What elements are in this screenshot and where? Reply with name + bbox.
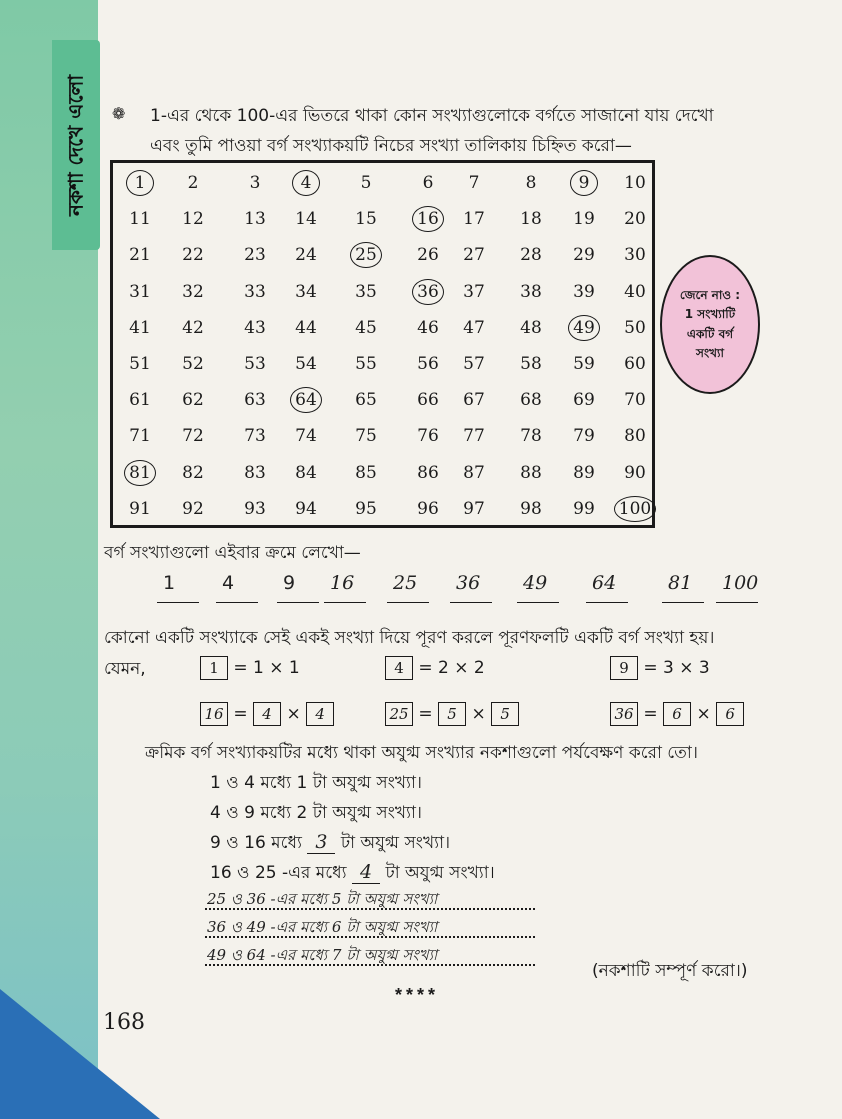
- grid-cell: [506, 494, 556, 524]
- grid-cell-value: 32: [182, 281, 204, 302]
- example-2-box: 4: [385, 656, 413, 680]
- sequence-value: 81: [668, 572, 693, 594]
- grid-cell-value: 23: [244, 245, 266, 266]
- grid-cell: [610, 458, 660, 488]
- grid-cell-circled: [281, 385, 331, 415]
- grid-cell-value: 51: [129, 354, 151, 374]
- grid-cell-value: 30: [624, 245, 646, 266]
- note-line-2: 1 সংখ্যাটি: [684, 307, 736, 322]
- grid-cell-value: 53: [244, 354, 266, 374]
- grid-cell-value: 33: [244, 281, 266, 302]
- grid-cell: [168, 168, 218, 198]
- filled-2-square: 25: [385, 702, 413, 726]
- grid-cell-value: 24: [295, 245, 317, 266]
- grid-cell: [115, 313, 165, 343]
- grid-cell-circled: [403, 277, 453, 307]
- grid-cell: [281, 313, 331, 343]
- grid-cell: [168, 349, 218, 379]
- grid-cell: [230, 458, 280, 488]
- grid-cell-value: 78: [520, 426, 542, 447]
- grid-cell-value: 42: [182, 317, 204, 338]
- grid-cell-value: 60: [624, 354, 646, 374]
- grid-cell-value: 50: [624, 317, 646, 338]
- grid-cell-value: 49: [568, 315, 600, 341]
- filled-example-2: 25 = 5 × 5: [385, 702, 519, 726]
- grid-cell-circled: [403, 204, 453, 234]
- grid-cell: [341, 349, 391, 379]
- grid-cell-value: 41: [129, 317, 151, 338]
- grid-cell: [341, 204, 391, 234]
- sequence-underline: [387, 602, 429, 603]
- sequence-value: 1: [163, 572, 176, 594]
- grid-cell-value: 11: [129, 209, 151, 230]
- handwritten-line-1: 25 ও 36 -এর মধ্যে 5 টা অযুগ্ম সংখ্যা: [207, 890, 438, 908]
- grid-cell: [403, 385, 453, 415]
- grid-cell: [610, 385, 660, 415]
- grid-cell-value: 40: [624, 281, 646, 302]
- sequence-value: 49: [523, 572, 548, 594]
- sequence-underline: [450, 602, 492, 603]
- grid-cell: [168, 204, 218, 234]
- grid-cell-value: 48: [520, 317, 542, 338]
- grid-cell: [610, 421, 660, 451]
- grid-cell: [115, 204, 165, 234]
- grid-cell-value: 68: [520, 390, 542, 411]
- sequence-value: 9: [283, 572, 296, 594]
- grid-cell: [168, 385, 218, 415]
- grid-cell: [506, 168, 556, 198]
- filled-2-b: 5: [491, 702, 519, 726]
- grid-cell: [230, 385, 280, 415]
- section-end-stars: ****: [395, 985, 440, 1005]
- grid-cell: [168, 313, 218, 343]
- grid-cell: [449, 385, 499, 415]
- grid-cell-value: 15: [355, 209, 377, 230]
- sequence-value: 4: [222, 572, 235, 594]
- filled-1-square: 16: [200, 702, 228, 726]
- grid-cell-value: 57: [463, 354, 485, 374]
- sequence-underline: [157, 602, 199, 603]
- grid-cell-value: 38: [520, 281, 542, 302]
- grid-cell-value: 65: [355, 390, 377, 411]
- grid-cell: [230, 240, 280, 270]
- grid-cell-value: 26: [417, 245, 439, 266]
- grid-cell-value: 9: [570, 170, 598, 196]
- grid-cell: [449, 240, 499, 270]
- grid-cell-value: 93: [244, 498, 266, 519]
- grid-cell: [610, 313, 660, 343]
- grid-cell: [230, 421, 280, 451]
- grid-cell-value: 99: [573, 498, 595, 519]
- grid-cell: [610, 349, 660, 379]
- grid-cell: [341, 458, 391, 488]
- note-line-4: সংখ্যা: [696, 345, 724, 360]
- grid-cell: [115, 385, 165, 415]
- odd-line-4: [210, 860, 495, 888]
- grid-cell: [610, 204, 660, 234]
- sequence-underline: [716, 602, 758, 603]
- grid-cell-value: 87: [463, 462, 485, 483]
- grid-cell-value: 97: [463, 498, 485, 519]
- grid-cell-value: 2: [187, 173, 199, 193]
- grid-cell-value: 12: [182, 209, 204, 230]
- grid-cell: [115, 240, 165, 270]
- sequence-underline: [517, 602, 559, 603]
- page-number: 168: [100, 1004, 148, 1040]
- grid-cell-value: 31: [129, 281, 151, 302]
- grid-cell: [610, 168, 660, 198]
- filled-3-a: 6: [663, 702, 691, 726]
- grid-cell-value: 96: [417, 498, 439, 519]
- grid-cell-value: 79: [573, 426, 595, 447]
- grid-cell-value: 85: [355, 462, 377, 483]
- grid-cell-value: 100: [614, 496, 656, 522]
- filled-3-square: 36: [610, 702, 638, 726]
- handwritten-line-3: 49 ও 64 -এর মধ্যে 7 টা অযুগ্ম সংখ্যা: [207, 946, 438, 964]
- grid-cell: [559, 277, 609, 307]
- grid-cell-value: 81: [124, 460, 156, 486]
- grid-cell-value: 3: [249, 173, 261, 193]
- grid-cell: [449, 458, 499, 488]
- grid-cell-value: 66: [417, 390, 439, 411]
- grid-cell: [281, 494, 331, 524]
- grid-cell-value: 28: [520, 245, 542, 266]
- grid-cell-value: 58: [520, 354, 542, 374]
- odd-line-3-fill: 3: [307, 831, 335, 854]
- sequence-value: 16: [330, 572, 355, 594]
- grid-cell-value: 10: [624, 173, 646, 193]
- note-line-3: একটি বর্গ: [686, 326, 734, 341]
- filled-example-3: 36 = 6 × 6: [610, 702, 744, 726]
- grid-cell-value: 29: [573, 245, 595, 266]
- chapter-tab-label: নকশা দেখে এলো: [63, 74, 88, 216]
- grid-cell-value: 20: [624, 209, 646, 230]
- odd-line-4-post: টা অযুগ্ম সংখ্যা।: [385, 863, 495, 883]
- grid-cell: [449, 494, 499, 524]
- grid-cell-value: 43: [244, 317, 266, 338]
- grid-cell: [506, 313, 556, 343]
- grid-cell-circled: [115, 168, 165, 198]
- grid-cell: [341, 494, 391, 524]
- grid-cell: [559, 494, 609, 524]
- grid-cell: [341, 168, 391, 198]
- grid-cell-value: 45: [355, 317, 377, 338]
- grid-cell-value: 89: [573, 462, 595, 483]
- grid-cell-value: 94: [295, 498, 317, 519]
- grid-cell: [230, 277, 280, 307]
- grid-cell-value: 25: [350, 242, 382, 268]
- handwritten-line-2: 36 ও 49 -এর মধ্যে 6 টা অযুগ্ম সংখ্যা: [207, 918, 438, 936]
- grid-cell-value: 86: [417, 462, 439, 483]
- grid-cell: [341, 385, 391, 415]
- grid-cell-value: 37: [463, 281, 485, 302]
- grid-cell: [403, 240, 453, 270]
- grid-cell-value: 98: [520, 498, 542, 519]
- grid-cell: [168, 421, 218, 451]
- grid-cell-value: 56: [417, 354, 439, 374]
- grid-cell: [168, 277, 218, 307]
- grid-cell-value: 55: [355, 354, 377, 374]
- grid-cell-value: 70: [624, 390, 646, 411]
- example-2-rest: = 2 × 2: [418, 658, 485, 678]
- grid-cell: [506, 349, 556, 379]
- sequence-value: 25: [393, 572, 418, 594]
- grid-cell-value: 39: [573, 281, 595, 302]
- grid-cell: [230, 204, 280, 234]
- grid-cell: [281, 277, 331, 307]
- grid-cell-value: 27: [463, 245, 485, 266]
- odd-line-4-pre: 16 ও 25 -এর মধ্যে: [210, 863, 347, 883]
- grid-cell: [403, 458, 453, 488]
- grid-cell: [281, 240, 331, 270]
- grid-cell-value: 69: [573, 390, 595, 411]
- grid-cell-value: 90: [624, 462, 646, 483]
- grid-cell-value: 64: [290, 387, 322, 413]
- grid-cell: [449, 168, 499, 198]
- sequence-underline: [216, 602, 258, 603]
- grid-cell-value: 54: [295, 354, 317, 374]
- sequence-underline: [324, 602, 366, 603]
- grid-cell: [610, 277, 660, 307]
- filled-3-b: 6: [716, 702, 744, 726]
- grid-cell: [506, 421, 556, 451]
- grid-cell-value: 6: [422, 173, 434, 193]
- odd-line-3-pre: 9 ও 16 মধ্যে: [210, 833, 302, 853]
- grid-cell-value: 61: [129, 390, 151, 411]
- grid-cell: [559, 458, 609, 488]
- example-3-rest: = 3 × 3: [643, 658, 710, 678]
- grid-cell: [115, 421, 165, 451]
- grid-cell-value: 13: [244, 209, 266, 230]
- grid-cell: [559, 240, 609, 270]
- sequence-underline: [277, 602, 319, 603]
- filled-example-1: 16 = 4 × 4: [200, 702, 334, 726]
- grid-cell: [115, 494, 165, 524]
- grid-cell: [559, 204, 609, 234]
- example-3-box: 9: [610, 656, 638, 680]
- odd-line-2: 4 ও 9 মধ্যে 2 টা অযুগ্ম সংখ্যা।: [210, 803, 423, 823]
- filled-1-a: 4: [253, 702, 281, 726]
- grid-cell-value: 80: [624, 426, 646, 447]
- grid-cell-value: 71: [129, 426, 151, 447]
- grid-cell: [281, 204, 331, 234]
- definition-text: কোনো একটি সংখ্যাকে সেই একই সংখ্যা দিয়ে পূরণ করলে পূরণফলটি একটি বর্গ সংখ্যা হয়।: [104, 628, 715, 648]
- grid-cell-circled: [559, 168, 609, 198]
- note-line-1: জেনে নাও :: [679, 288, 741, 303]
- filled-1-b: 4: [306, 702, 334, 726]
- grid-cell-value: 4: [292, 170, 320, 196]
- sequence-value: 100: [722, 572, 759, 594]
- grid-cell-value: 84: [295, 462, 317, 483]
- sequence-underline: [586, 602, 628, 603]
- grid-cell-value: 92: [182, 498, 204, 519]
- filled-2-a: 5: [438, 702, 466, 726]
- example-2: [385, 656, 485, 680]
- sequence-underline: [662, 602, 704, 603]
- example-1: [200, 656, 300, 680]
- grid-cell: [230, 168, 280, 198]
- odd-prompt: ক্রমিক বর্গ সংখ্যাকয়টির মধ্যে থাকা অযুগ্ম সংখ্যার নকশাগুলো পর্যবেক্ষণ করো তো।: [145, 743, 698, 763]
- grid-cell-value: 76: [417, 426, 439, 447]
- grid-cell: [230, 494, 280, 524]
- grid-cell-circled: [115, 458, 165, 488]
- grid-cell: [168, 494, 218, 524]
- grid-cell: [230, 313, 280, 343]
- grid-cell-value: 73: [244, 426, 266, 447]
- grid-cell-value: 72: [182, 426, 204, 447]
- odd-line-4-fill: 4: [352, 861, 380, 884]
- grid-cell: [449, 204, 499, 234]
- odd-line-3-post: টা অযুগ্ম সংখ্যা।: [340, 833, 451, 853]
- grid-cell: [403, 313, 453, 343]
- grid-cell-value: 46: [417, 317, 439, 338]
- grid-cell: [230, 349, 280, 379]
- grid-cell-value: 22: [182, 245, 204, 266]
- grid-cell-value: 36: [412, 279, 444, 305]
- grid-cell: [506, 204, 556, 234]
- grid-cell-circled: [559, 313, 609, 343]
- grid-cell-value: 91: [129, 498, 151, 519]
- example-1-box: 1: [200, 656, 228, 680]
- bullet-icon: ❁: [112, 104, 126, 123]
- grid-cell: [559, 385, 609, 415]
- example-1-rest: = 1 × 1: [233, 658, 300, 678]
- grid-cell: [341, 421, 391, 451]
- grid-cell: [506, 458, 556, 488]
- grid-cell-value: 63: [244, 390, 266, 411]
- grid-cell-value: 7: [468, 173, 480, 193]
- grid-cell-circled: [341, 240, 391, 270]
- grid-cell: [168, 458, 218, 488]
- grid-cell: [610, 240, 660, 270]
- grid-cell-value: 74: [295, 426, 317, 447]
- grid-cell: [115, 277, 165, 307]
- number-grid: [110, 160, 655, 528]
- grid-cell-value: 52: [182, 354, 204, 374]
- grid-cell-value: 59: [573, 354, 595, 374]
- odd-line-3: [210, 830, 450, 858]
- grid-cell-value: 21: [129, 245, 151, 266]
- grid-cell-value: 1: [126, 170, 154, 196]
- sequence-value: 36: [456, 572, 481, 594]
- grid-cell-value: 18: [520, 209, 542, 230]
- grid-cell: [559, 349, 609, 379]
- grid-cell-value: 44: [295, 317, 317, 338]
- grid-cell-value: 75: [355, 426, 377, 447]
- grid-cell: [281, 458, 331, 488]
- grid-cell: [115, 349, 165, 379]
- grid-cell: [506, 277, 556, 307]
- order-prompt: বর্গ সংখ্যাগুলো এইবার ক্রমে লেখো—: [104, 543, 361, 563]
- grid-cell-value: 19: [573, 209, 595, 230]
- grid-cell: [341, 277, 391, 307]
- grid-cell-value: 77: [463, 426, 485, 447]
- grid-cell-value: 95: [355, 498, 377, 519]
- grid-cell: [506, 385, 556, 415]
- grid-cell-value: 83: [244, 462, 266, 483]
- grid-cell: [449, 349, 499, 379]
- grid-cell-value: 8: [525, 173, 537, 193]
- grid-cell: [403, 494, 453, 524]
- sequence-value: 64: [592, 572, 617, 594]
- grid-cell-value: 82: [182, 462, 204, 483]
- grid-cell: [281, 421, 331, 451]
- grid-cell-value: 5: [360, 173, 372, 193]
- grid-cell-circled: [610, 494, 660, 524]
- grid-cell-value: 14: [295, 209, 317, 230]
- grid-cell-value: 62: [182, 390, 204, 411]
- grid-cell: [281, 349, 331, 379]
- grid-cell: [168, 240, 218, 270]
- grid-cell-value: 47: [463, 317, 485, 338]
- grid-cell-value: 17: [463, 209, 485, 230]
- intro-line-2: এবং তুমি পাওয়া বর্গ সংখ্যাকয়টি নিচের সংখ্যা তালিকায় চিহ্নিত করো—: [150, 136, 632, 156]
- grid-cell: [449, 313, 499, 343]
- grid-cell-circled: [281, 168, 331, 198]
- grid-cell: [403, 421, 453, 451]
- grid-cell: [559, 421, 609, 451]
- example-label: যেমন,: [104, 659, 146, 679]
- grid-cell: [403, 349, 453, 379]
- grid-cell: [341, 313, 391, 343]
- complete-note: (নকশাটি সম্পূর্ণ করো।): [592, 961, 748, 981]
- grid-cell-value: 34: [295, 281, 317, 302]
- grid-cell: [506, 240, 556, 270]
- odd-line-1: 1 ও 4 মধ্যে 1 টা অযুগ্ম সংখ্যা।: [210, 773, 423, 793]
- grid-cell-value: 35: [355, 281, 377, 302]
- grid-cell-value: 67: [463, 390, 485, 411]
- grid-cell: [449, 277, 499, 307]
- intro-line-1: 1-এর থেকে 100-এর ভিতরে থাকা কোন সংখ্যাগুলোকে বর্গতে সাজানো যায় দেখো: [150, 106, 714, 126]
- example-3: [610, 656, 710, 680]
- grid-cell-value: 16: [412, 206, 444, 232]
- grid-cell: [449, 421, 499, 451]
- grid-cell-value: 88: [520, 462, 542, 483]
- grid-cell: [403, 168, 453, 198]
- note-oval: [660, 255, 760, 394]
